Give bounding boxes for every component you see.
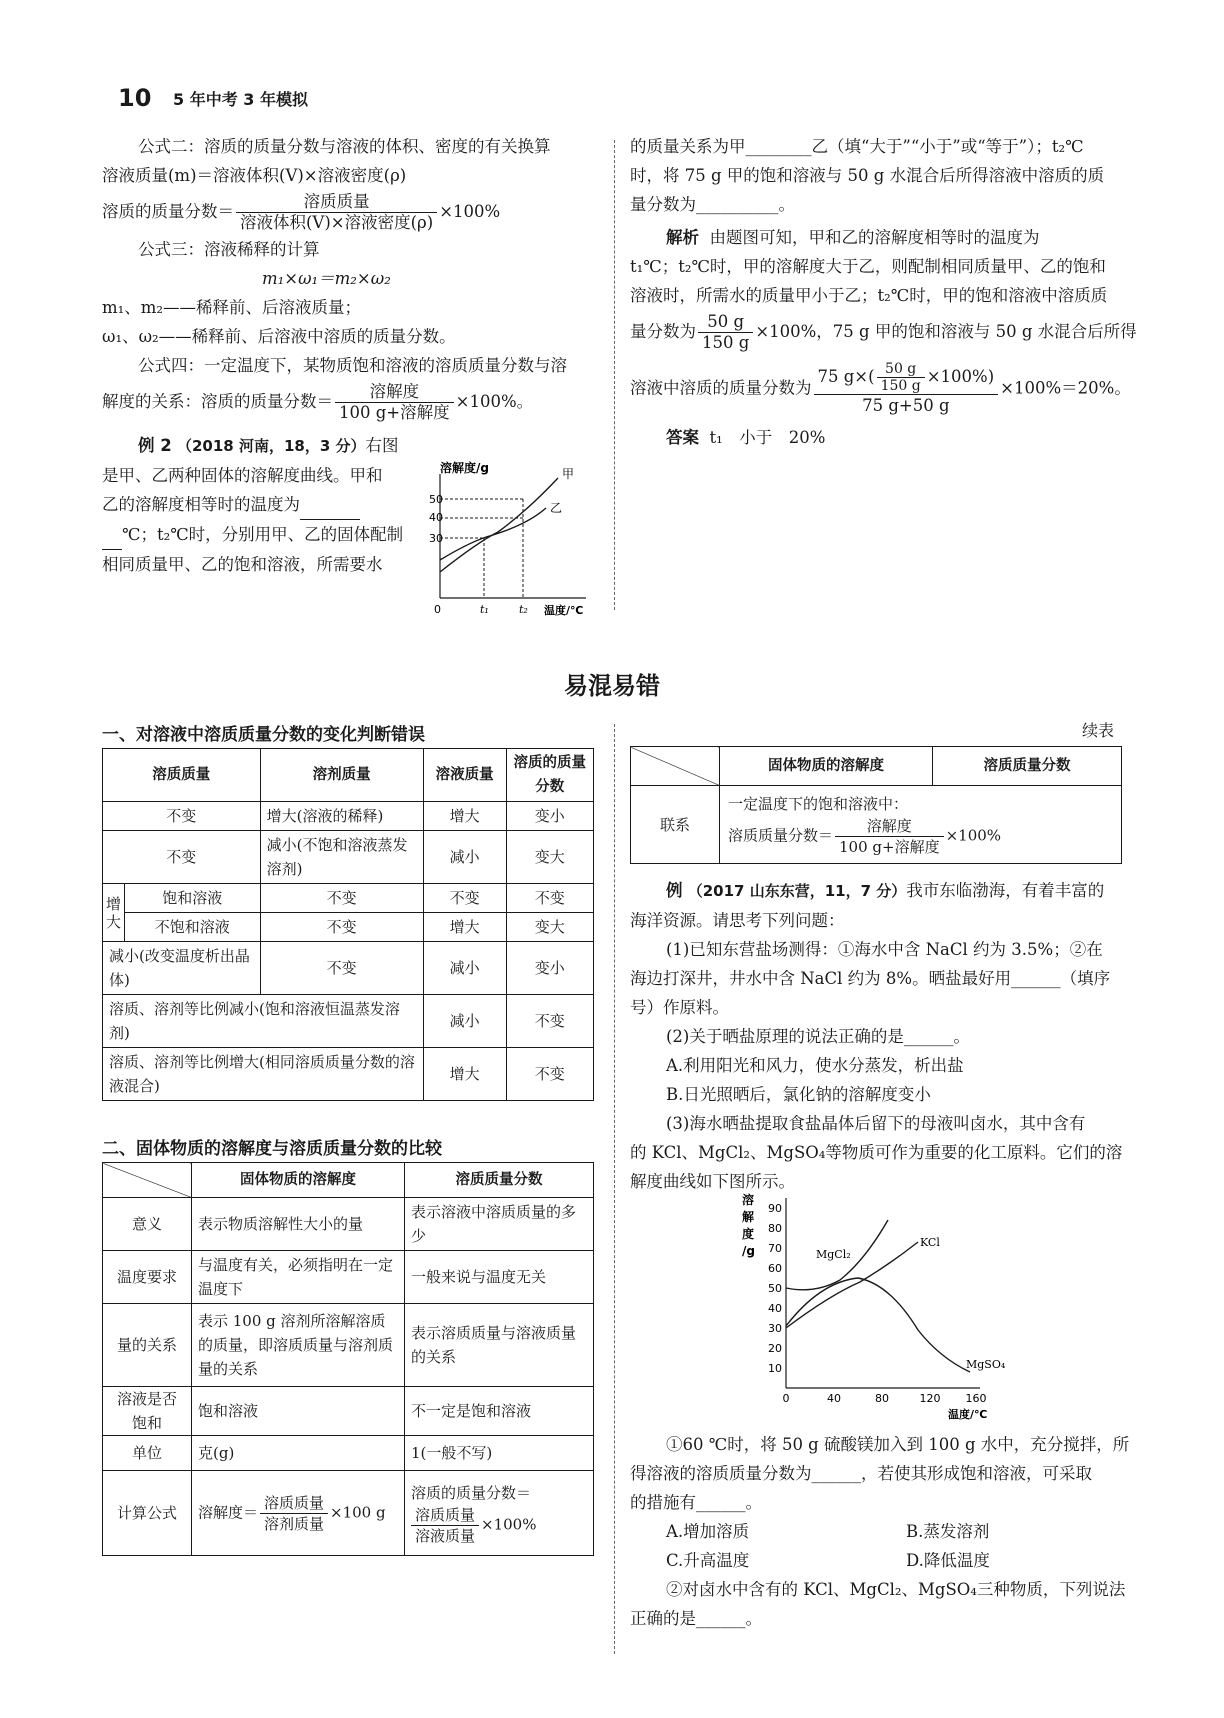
table-row: 不变 增大(溶液的稀释) 增大 变小 [103, 802, 594, 831]
options-row2: C.升高温度 D.降低温度 [666, 1551, 990, 1570]
chart2-ytick-80: 80 [768, 1222, 782, 1235]
example-line1: 例 （2017 山东东营，11，7 分）我市东临渤海，有着丰富的 [666, 881, 1105, 900]
formula3-w: ω₁、ω₂——稀释前、后溶液中溶质的质量分数。 [102, 327, 456, 346]
table-row: 固体物质的溶解度 溶质质量分数 [103, 1163, 594, 1198]
analysis-line1: 解析 由题图可知，甲和乙的溶解度相等时的温度为 [666, 228, 1040, 247]
chart1-ytick-40: 40 [429, 511, 443, 524]
chart2-ytick-40: 40 [768, 1302, 782, 1315]
example-subquestions: ①60 ℃时，将 50 g 硫酸镁加入到 100 g 水中，充分搅拌，所 得溶液的溶质质量分数为______，若使其形成饱和溶液，可采取 的措施有______。 A.增加溶质 B.蒸发溶剂 C.升高温度 D.降低温度 ②对卤水中含有的 KCl、MgCl₂、MgSO₄三种物质，下列说法 正确的是______。 [630, 1435, 1130, 1628]
subsection2-title: 二、固体物质的溶解度与溶质质量分数的比较 [102, 1139, 442, 1159]
formula4-fraction-line: 解度的关系：溶质的质量分数＝ $\frac{\text{溶解度}}{\text{100 g+溶解度}}$ ×100%。 [102, 382, 534, 422]
chart2-ytick-70: 70 [768, 1242, 782, 1255]
chart2-xlabel: 温度/℃ [948, 1408, 988, 1421]
chart1-label-jia: 甲 [562, 467, 575, 481]
chart2-label-mgso4: MgSO₄ [966, 1358, 1006, 1371]
table-row: 联系 一定温度下的饱和溶液中： 溶质质量分数＝ $\frac{\text{溶解度}}{\text{100 g+溶解度}}$ ×100% [631, 786, 1122, 864]
table-row: 溶液是否饱和 饱和溶液 不一定是饱和溶液 [103, 1387, 594, 1436]
section-title: 易混易错 [564, 672, 660, 700]
chart1-ytick-50: 50 [429, 493, 443, 506]
example-question: 例 （2017 山东东营，11，7 分）我市东临渤海，有着丰富的 海洋资源。请思考下列问题： (1)已知东营盐场测得：①海水中含 NaCl 约为 3.5%；②在 海边打深井，井水中含 NaCl 约为 8%。晒盐最好用______（填序 号）作原料。 (2)关于晒盐原理的说法正确的是______。 A.利用阳光和风力，使水分蒸发，析出盐 B.日光照晒后，氯化钠的溶解度变小 (3)海水晒盐提取食盐晶体后留下的母液叫卤水，其中含有 的 KCl、MgCl₂、MgSO₄等物质可作为重要的化工原料。它们的溶 解度曲线如下图所示。 [630, 876, 1122, 1196]
chart2-curve-mgso4 [786, 1278, 970, 1372]
chart2-xtick-160: 160 [965, 1392, 987, 1405]
formula2-line1: 溶液质量(m)＝溶液体积(V)×溶液密度(ρ) [102, 166, 407, 185]
formula2-fraction-line: 溶质的质量分数＝ $\frac{\text{溶质质量}}{\text{溶液体积(V)×溶液密度(ρ)}}$ ×100% [102, 192, 501, 232]
chart2-ytick-10: 10 [768, 1362, 782, 1375]
chart2-ytick-50: 50 [768, 1282, 782, 1295]
table-row: 增大 饱和溶液 不变 不变 不变 [103, 884, 594, 913]
subsection1-title: 一、对溶液中溶质质量分数的变化判断错误 [102, 725, 425, 745]
chart2-xtick-80: 80 [875, 1392, 889, 1405]
table-row: 溶质、溶剂等比例增大(相同溶质质量分数的溶液混合) 增大 不变 [103, 1048, 594, 1101]
table-row: 溶质、溶剂等比例减小(饱和溶液恒温蒸发溶剂) 减小 不变 [103, 995, 594, 1048]
table-row: 温度要求 与温度有关，必须指明在一定温度下 一般来说与温度无关 [103, 1251, 594, 1304]
example2-line4: ℃；t₂℃时，分别用甲、乙的固体配制 [102, 520, 602, 550]
column-divider-top [614, 140, 615, 610]
chart2-label-kcl: KCl [920, 1236, 940, 1249]
chart2-curve-kcl [786, 1242, 918, 1328]
example2-label: 例 2 [138, 436, 172, 455]
chart2-ytick-20: 20 [768, 1342, 782, 1355]
chart2-xtick-120: 120 [919, 1392, 941, 1405]
chart1-xtick-t2: t₂ [519, 603, 528, 616]
analysis-tag: 解析 [666, 228, 699, 247]
table-solubility-vs-fraction [102, 1162, 594, 1556]
table-mass-fraction-changes [102, 748, 594, 1101]
example2-source: （2018 河南，18，3 分） [176, 437, 366, 455]
continued-table-label: 续表 [1082, 721, 1115, 740]
table-row: 量的关系 表示 100 g 溶剂所溶解溶质的质量，即溶质质量与溶剂质量的关系 表示溶质质量与溶液质量的关系 [103, 1304, 594, 1387]
answer-tag: 答案 [666, 428, 699, 447]
formula4-line1: 公式四：一定温度下，某物质饱和溶液的溶质质量分数与溶 [138, 356, 567, 375]
table-continued [630, 746, 1122, 864]
chart1-curve-jia [440, 478, 558, 572]
right-column-answer [630, 132, 1137, 452]
chart2-ylabel-3: 度 [742, 1227, 755, 1241]
table-row: 不变 减小(不饱和溶液蒸发溶剂) 减小 变大 [103, 831, 594, 884]
analysis-line4: 量分数为 $\frac{50 g}{150 g}$ ×100%，75 g 甲的饱和溶液与 50 g 水混合后所得 [630, 312, 1137, 352]
example2-line5: 相同质量甲、乙的饱和溶液，所需要水 [102, 555, 383, 574]
formula3-m: m₁、m₂——稀释前、后溶液质量； [102, 298, 362, 317]
table-row: 溶质质量 溶剂质量 溶液质量 溶质的质量分数 [103, 749, 594, 802]
analysis-line3: 溶液时，所需水的质量甲小于乙；t₂℃时，甲的饱和溶液中溶质质 [630, 286, 1108, 305]
formula4-fraction: $\frac{\text{溶解度}}{\text{100 g+溶解度}}$ [335, 382, 454, 423]
chart1-xtick-t1: t₁ [480, 603, 489, 616]
chart2-ylabel-1: 溶 [742, 1193, 755, 1207]
chart2-ytick-30: 30 [768, 1322, 782, 1335]
ex2-cont-line2: 时，将 75 g 甲的饱和溶液与 50 g 水混合后所得溶液中溶质的质 [630, 166, 1105, 185]
analysis-line2: t₁℃；t₂℃时，甲的溶解度大于乙，则配制相同质量甲、乙的饱和 [630, 257, 1106, 276]
solubility-chart-1 [418, 460, 608, 620]
table-row: 不饱和溶液 不变 增大 变大 [103, 913, 594, 942]
chart1-label-yi: 乙 [550, 501, 563, 515]
table-row: 意义 表示物质溶解性大小的量 表示溶液中溶质质量的多少 [103, 1198, 594, 1251]
table-row: 减小(改变温度析出晶体) 不变 减小 变小 [103, 942, 594, 995]
chart2-origin: 0 [782, 1392, 790, 1405]
page-number: 10 [118, 84, 152, 112]
table-row: 固体物质的溶解度 溶质质量分数 [631, 747, 1122, 786]
chart2-ylabel-4: /g [742, 1244, 755, 1258]
chart1-ylabel: 溶解度/g [440, 461, 489, 475]
formula3-eq: m₁×ω₁＝m₂×ω₂ [262, 269, 391, 288]
chart2-label-mgcl2: MgCl₂ [816, 1248, 851, 1261]
solubility-chart-2 [740, 1190, 1020, 1422]
book-title: 5 年中考 3 年模拟 [172, 89, 308, 109]
chart2-xtick-40: 40 [827, 1392, 841, 1405]
answer-line: 答案 t₁ 小于 20% [666, 428, 826, 447]
formula3-title: 公式三：溶液稀释的计算 [138, 240, 320, 259]
formula2-title: 公式二：溶质的质量分数与溶液的体积、密度的有关换算 [138, 137, 551, 156]
column-divider-bottom [614, 724, 615, 1654]
example2-line3: 乙的溶解度相等时的温度为 [102, 490, 602, 520]
example2-line1: 例 2 （2018 河南，18，3 分）右图 [138, 436, 399, 455]
options-row1: A.增加溶质 B.蒸发溶剂 [666, 1522, 990, 1541]
chart1-origin: 0 [434, 603, 441, 616]
chart1-xlabel: 温度/℃ [544, 604, 584, 617]
chart2-ytick-60: 60 [768, 1262, 782, 1275]
formula2-fraction: $\frac{\text{溶质质量}}{\text{溶液体积(V)×溶液密度(ρ)}}$ [236, 192, 437, 233]
chart2-ylabel-2: 解 [742, 1210, 755, 1224]
table-row: 计算公式 溶解度＝ $\frac{\text{溶质质量}}{\text{溶剂质量}}$ ×100 g 溶质的质量分数＝ $\frac{\text{溶质质量}}{\text{溶液质量}}$ ×100% [103, 1471, 594, 1556]
example-source: （2017 山东东营，11，7 分） [687, 882, 907, 900]
example-label: 例 [666, 881, 683, 900]
ex2-cont-line1: 的质量关系为甲________乙（填“大于”“小于”或“等于”）；t₂℃ [630, 137, 1084, 156]
ex2-cont-line3: 量分数为__________。 [630, 195, 795, 214]
table-row: 单位 克(g) 1(一般不写) [103, 1436, 594, 1471]
page-header [118, 84, 308, 112]
chart1-ytick-30: 30 [429, 532, 443, 545]
analysis-line5: 溶液中溶质的质量分数为 75 g×( $\frac{50 g}{150 g}$ ×100%) 75 g+50 g ×100%＝20%。 [630, 361, 1131, 415]
example2-line2: 是甲、乙两种固体的溶解度曲线。甲和 [102, 466, 383, 485]
chart2-ytick-90: 90 [768, 1202, 782, 1215]
